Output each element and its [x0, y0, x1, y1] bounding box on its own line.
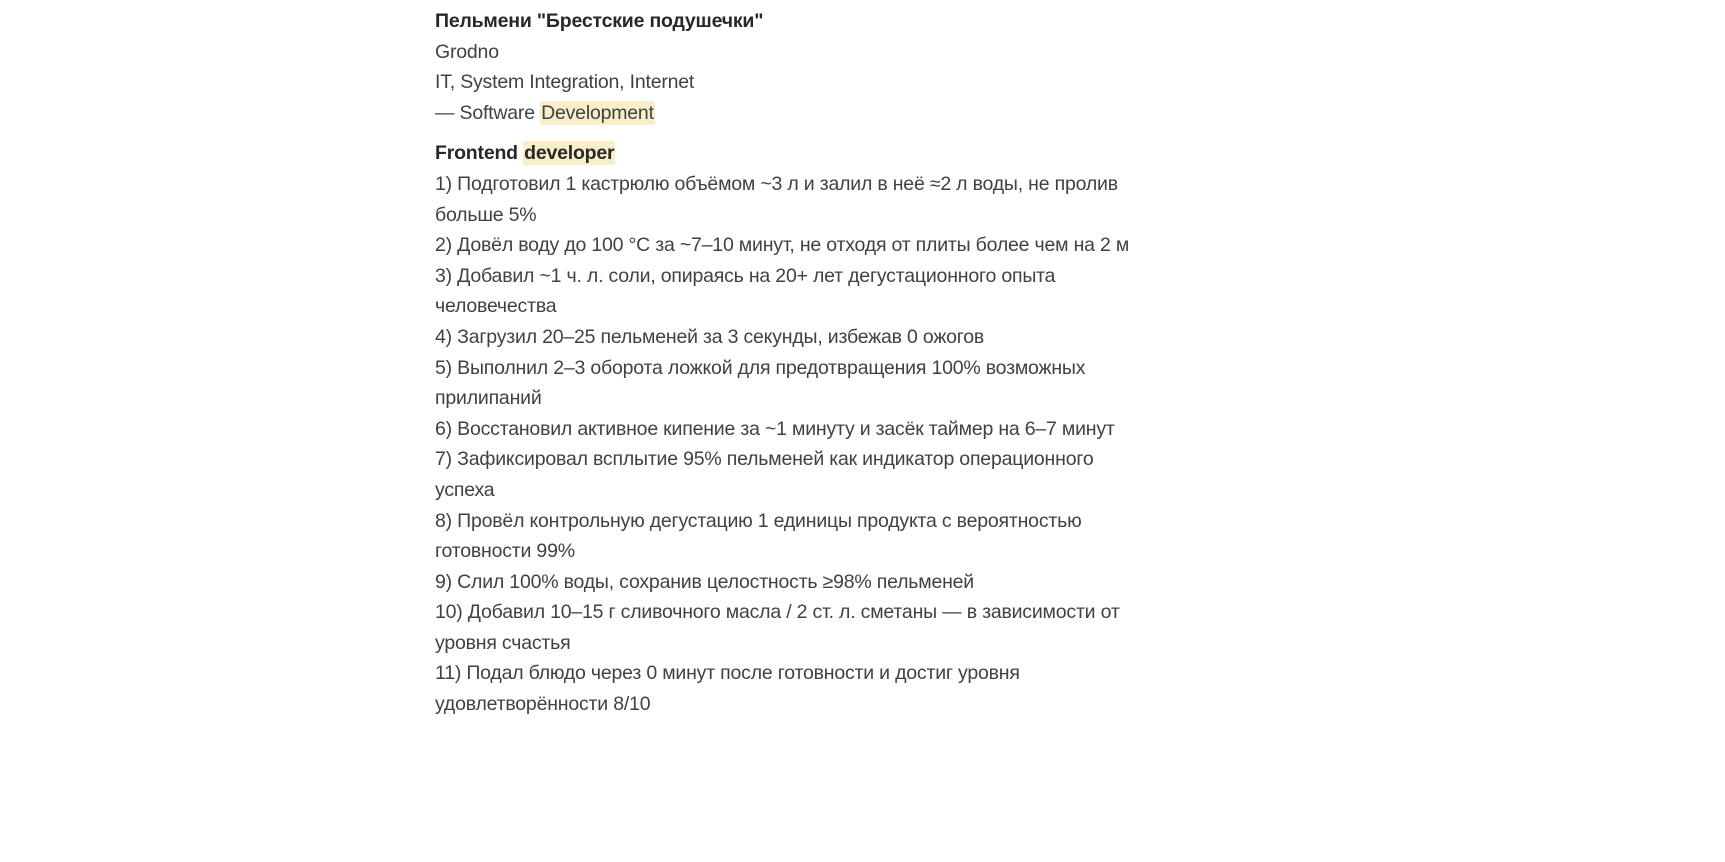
company-name: Пельмени "Брестские подушечки" [435, 10, 764, 32]
position-title [435, 138, 1135, 169]
search-highlight-term: Development [541, 101, 654, 124]
experience-item: 7) Зафиксировал всплытие 95% пельменей как индикатор операционного успеха [435, 448, 1094, 501]
experience-list [435, 169, 1135, 720]
experience-item: 2) Довёл воду до 100 °C за ~7–10 минут, не отходя от плиты более чем на 2 м [435, 234, 1130, 257]
resume-content [435, 6, 1135, 720]
experience-item: 1) Подготовил 1 кастрюлю объёмом ~3 л и залил в неё ≈2 л воды, не пролив больше 5% [435, 172, 1118, 226]
experience-item: 10) Добавил 10–15 г сливочного масла / 2 ст. л. сметаны — в зависимости от уровня счастья [435, 601, 1120, 654]
experience-item: 9) Слил 100% воды, сохранив целостность ≥98% пельменей [435, 570, 974, 593]
position-title-text: Frontend [435, 142, 524, 165]
company-specialization [435, 98, 1135, 129]
experience-item: 5) Выполнил 2–3 оборота ложкой для предотвращения 100% возможных прилипаний [435, 356, 1086, 410]
experience-item: 3) Добавил ~1 ч. л. соли, опираясь на 20+ лет дегустационного опыта человечества [435, 264, 1056, 318]
experience-item: 8) Провёл контрольную дегустацию 1 единицы продукта с вероятностью готовности 99% [435, 509, 1082, 563]
company-location: Grodno [435, 40, 499, 63]
specialization-text: — Software [435, 101, 541, 124]
company-industries: IT, System Integration, Internet [435, 71, 695, 94]
experience-item: 6) Восстановил активное кипение за ~1 минуту и засёк таймер на 6–7 минут [435, 417, 1115, 440]
experience-item: 4) Загрузил 20–25 пельменей за 3 секунды, избежав 0 ожогов [435, 325, 985, 348]
experience-item: 11) Подал блюдо через 0 минут после готовности и достиг уровня удовлетворённости 8/10 [435, 662, 1020, 716]
search-highlight-term: developer [524, 142, 615, 165]
